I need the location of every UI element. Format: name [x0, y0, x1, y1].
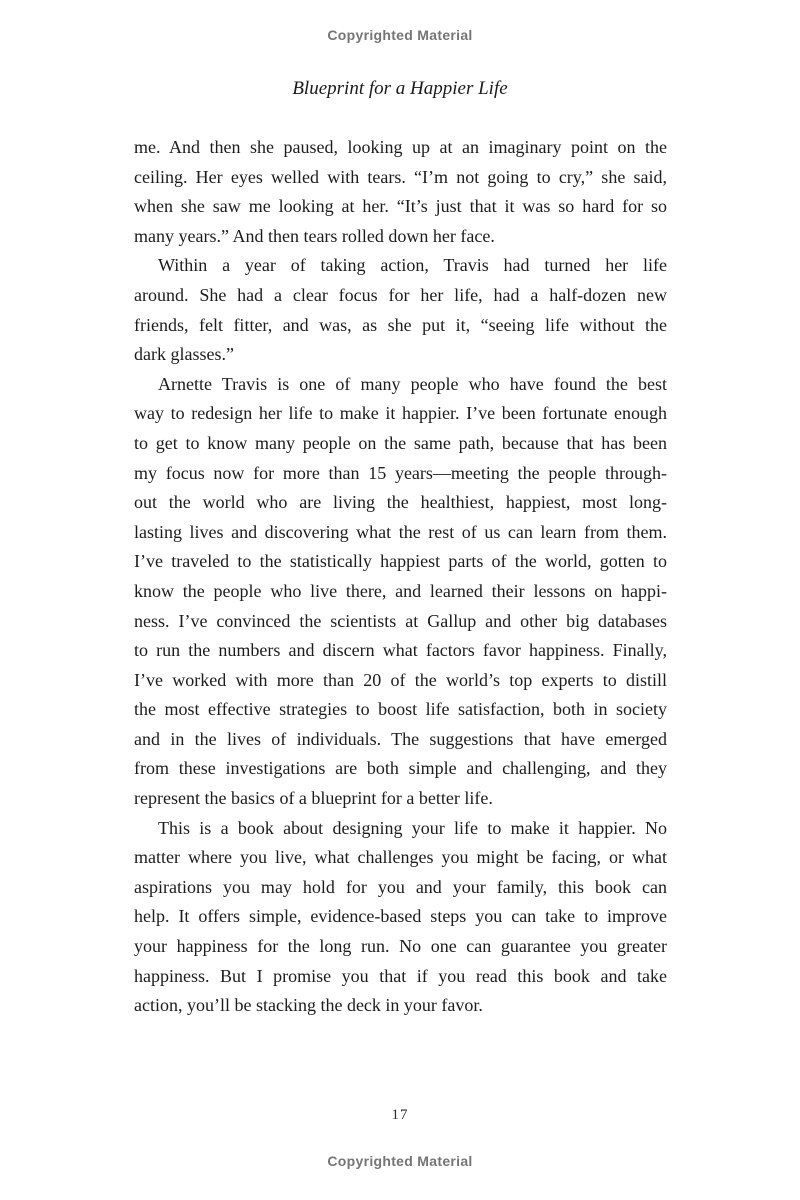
- body-line: ceiling. Her eyes welled with tears. “I’m not going to cry,” she said,: [134, 166, 667, 187]
- body-line: represent the basics of a blueprint for a better life.: [134, 788, 493, 809]
- copyright-notice-bottom: Copyrighted Material: [327, 1153, 473, 1169]
- body-text: [134, 133, 667, 1021]
- body-line: around. She had a clear focus for her life, had a half-dozen new: [134, 284, 667, 305]
- body-line: your happiness for the long run. No one can guarantee you greater: [134, 936, 667, 957]
- body-line: aspirations you may hold for you and your family, this book can: [134, 876, 667, 897]
- body-line: Arnette Travis is one of many people who have found the best: [158, 373, 667, 394]
- body-line: know the people who live there, and learned their lessons on happi-: [134, 580, 667, 601]
- body-line: matter where you live, what challenges you might be facing, or what: [134, 847, 667, 868]
- running-header-title: Blueprint for a Happier Life: [292, 78, 508, 99]
- body-line: and in the lives of individuals. The suggestions that have emerged: [134, 728, 667, 749]
- body-line: lasting lives and discovering what the rest of us can learn from them.: [134, 521, 667, 542]
- body-line: my focus now for more than 15 years—meeting the people through-: [134, 462, 667, 483]
- body-line: Within a year of taking action, Travis had turned her life: [158, 255, 667, 276]
- body-line: the most effective strategies to boost life satisfaction, both in society: [134, 699, 667, 720]
- body-line: out the world who are living the healthiest, happiest, most long-: [134, 492, 667, 513]
- page-number: 17: [391, 1107, 409, 1123]
- body-line: to get to know many people on the same path, because that has been: [134, 432, 667, 453]
- body-line: from these investigations are both simple and challenging, and they: [134, 758, 667, 779]
- body-line: way to redesign her life to make it happier. I’ve been fortunate enough: [134, 403, 667, 424]
- body-line: to run the numbers and discern what factors favor happiness. Finally,: [134, 640, 667, 661]
- body-line: me. And then she paused, looking up at an imaginary point on the: [134, 137, 667, 157]
- body-line: help. It offers simple, evidence-based steps you can take to improve: [134, 906, 667, 927]
- copyright-notice-top: Copyrighted Material: [327, 27, 473, 43]
- body-line: action, you’ll be stacking the deck in your favor.: [134, 995, 483, 1016]
- body-line: This is a book about designing your life to make it happier. No: [158, 817, 667, 838]
- body-line: I’ve worked with more than 20 of the world’s top experts to distill: [134, 669, 667, 690]
- body-line: ness. I’ve convinced the scientists at Gallup and other big databases: [134, 610, 667, 631]
- body-line: happiness. But I promise you that if you read this book and take: [134, 965, 667, 986]
- body-line: I’ve traveled to the statistically happiest parts of the world, gotten to: [134, 551, 667, 572]
- body-line: dark glasses.”: [134, 344, 234, 365]
- body-line: many years.” And then tears rolled down her face.: [134, 225, 495, 246]
- body-line: friends, felt fitter, and was, as she put it, “seeing life without the: [134, 314, 667, 335]
- body-line: when she saw me looking at her. “It’s just that it was so hard for so: [134, 196, 667, 217]
